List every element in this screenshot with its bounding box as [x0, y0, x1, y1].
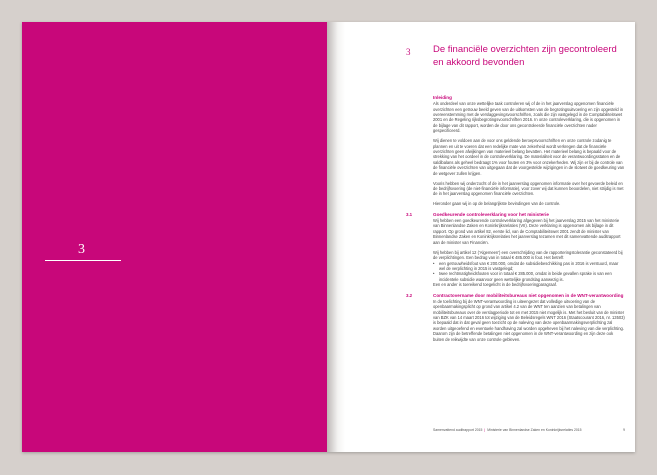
heading-number: 3 [406, 47, 411, 57]
section-3-2-paragraph: In de toelichting bij de WNT-verantwoording is uiteengezet dat volledige uitvoering van de openbaarmakingsplicht op grond van artikel 4.2 van de WNT ten aanzien van betalingen van mobiliteitsbureaus over de verslagperiode tot en met 2015 niet mogelijk is. Met het besluit van de minister van BZK van 14 maart 2016 tot wijziging van de Beleidsregels WNT 2016 (Staatscourant 2016, nr. 13503) is bepaald dat in dat geval geen toezicht op de naleving van deze openbaarmakingsverplichting zal worden uitgeoefend en eventuele handhaving zal worden opgeheven bij het naleving van die verplichting. Daarom zijn de betreffende betalingen niet opgenomen in de WNT-verantwoording en zijn deze ook buiten de reikwijdte van onze controle gebleven. [433, 298, 625, 342]
page-title: De financiële overzichten zijn gecontroleerd en akkoord bevonden [433, 44, 617, 68]
document-spread [22, 22, 635, 452]
footer-left-text: Samenvattend auditrapport 2015 [433, 428, 483, 432]
footer-right-text: Ministerie van Binnenlandse Zaken en Koninkrijksrelaties 2015 [487, 428, 582, 432]
chapter-rule [45, 260, 121, 261]
page-number: 9 [623, 428, 625, 432]
intro-paragraph-2: Wij dienen te voldoen aan de voor ons geldende beroepsvoorschriften en onze controle zodanig te plannen en uit te voeren dat een redelijke mate van zekerheid wordt verkregen dat de financiële overzichten geen afwijkingen van materieel belang bevatten. Het materieel belang is bepaald voor de strekking van het oordeel in de controleverklaring. De materialiteit voor de verantwoordingsstaten en de saldibalans als geheel bedraagt 1% voor fouten en 3% voor onzekerheden. Wij zijn er bij de controle van de financiële overzichten van uitgegaan dat de voorgestelde wijzigingen in de slotwet de goedkeuring van de wetgever zullen krijgen. [433, 138, 625, 176]
section-3-1-closing: Een en ander is toereikend toegelicht in de bedrijfsvoeringparagraaf. [433, 282, 558, 288]
section-3-1-paragraph-2: Wij hebben bij artikel 12 ('Algemeen') een overschrijding van de rapporteringstolerantie geconstateerd bij de verplichtingen. Een bedrag van in totaal € 485.000 is fout. Het betreft [433, 249, 623, 261]
section-3-2-heading [406, 292, 625, 299]
chapter-number: 3 [78, 242, 85, 257]
bullet-item-1: • een getrouwheidsfout van € 200.000, omdat de subsidiebeschikking pas in 2016 is verstuurd, maar wel de verplichting in 2015 is vastgelegd; [439, 261, 625, 272]
text-page [327, 22, 635, 452]
intro-paragraph-1: Als onderdeel van onze wettelijke taak controleren wij of de in het jaarverslag opgenomen financiële overzichten een getrouw beeld geven van de uitkomsten van de begrotingsuitvoering en zijn opgesteld in overeenstemming met de verslaggevingsvoorschriften, zoals die zijn vastgelegd in de Comptabiliteitswet 2001 en de Regeling rijksbegrotingsvoorschriften 2016. In onze controleverklaring, die is opgenomen in de bijlage van dit rapport, worden de door ons gecontroleerde financiële overzichten nader gespecificeerd. [433, 101, 624, 134]
page-footer [433, 428, 625, 432]
intro-paragraph-3: Vooris hebben wij onderzocht of de in het jaarverslag opgenomen informatie over het gevoerde beleid en de bedrijfsvoering (de niet-financiële informatie), voor zover wij dat kunnen beoordelen, niet strijdig is met de in het jaarverslag opgenomen financiële overzichten. [433, 180, 624, 197]
page-fold-shadow [327, 22, 345, 452]
section-3-2 [406, 292, 625, 342]
section-3-1-title: Goedkeurende controleverklaring voor het ministerie [433, 211, 549, 217]
chapter-divider-page [22, 22, 327, 452]
section-3-1 [406, 211, 625, 288]
section-3-1-paragraph-1: Wij hebben een goedkeurende controleverklaring afgegeven bij het jaarverslag 2015 van het ministerie van Binnenlandse Zaken en Koninkrijksrelaties (VII). Deze verklaring is opgenomen als bijlage in dit rapport. Op grond van artikel 82, eerste lid, van de Comptabiliteitswet 2001 zendt de minister van Binnenlandse Zaken en Koninkrijksrelaties het jaarverslag tezamen met dit samenvattende auditrapport aan de minister van Financiën. [433, 218, 621, 245]
bullet-item-2: • twee rechtmatigheidsfouten voor in totaal € 285.000, omdat in beide gevallen sprake is van een incidentele subsidie waarvoor geen wettelijke grondslag aanwezig is. [439, 271, 625, 282]
section-3-2-title: Contractovername door mobiliteitsbureaus niet opgenomen in de WNT-verantwoording [433, 292, 624, 298]
page-content [406, 95, 625, 347]
footer-separator: | [484, 428, 486, 432]
section-3-1-number: 3.1 [406, 211, 413, 217]
intro-paragraph-4: Hieronder gaan wij in op de belangrijkste bevindingen van de controle. [433, 201, 561, 207]
section-3-2-number: 3.2 [406, 292, 413, 298]
section-3-1-bullet-list [433, 261, 625, 283]
intro-heading: Inleiding [433, 95, 452, 100]
section-3-1-heading [406, 211, 625, 218]
